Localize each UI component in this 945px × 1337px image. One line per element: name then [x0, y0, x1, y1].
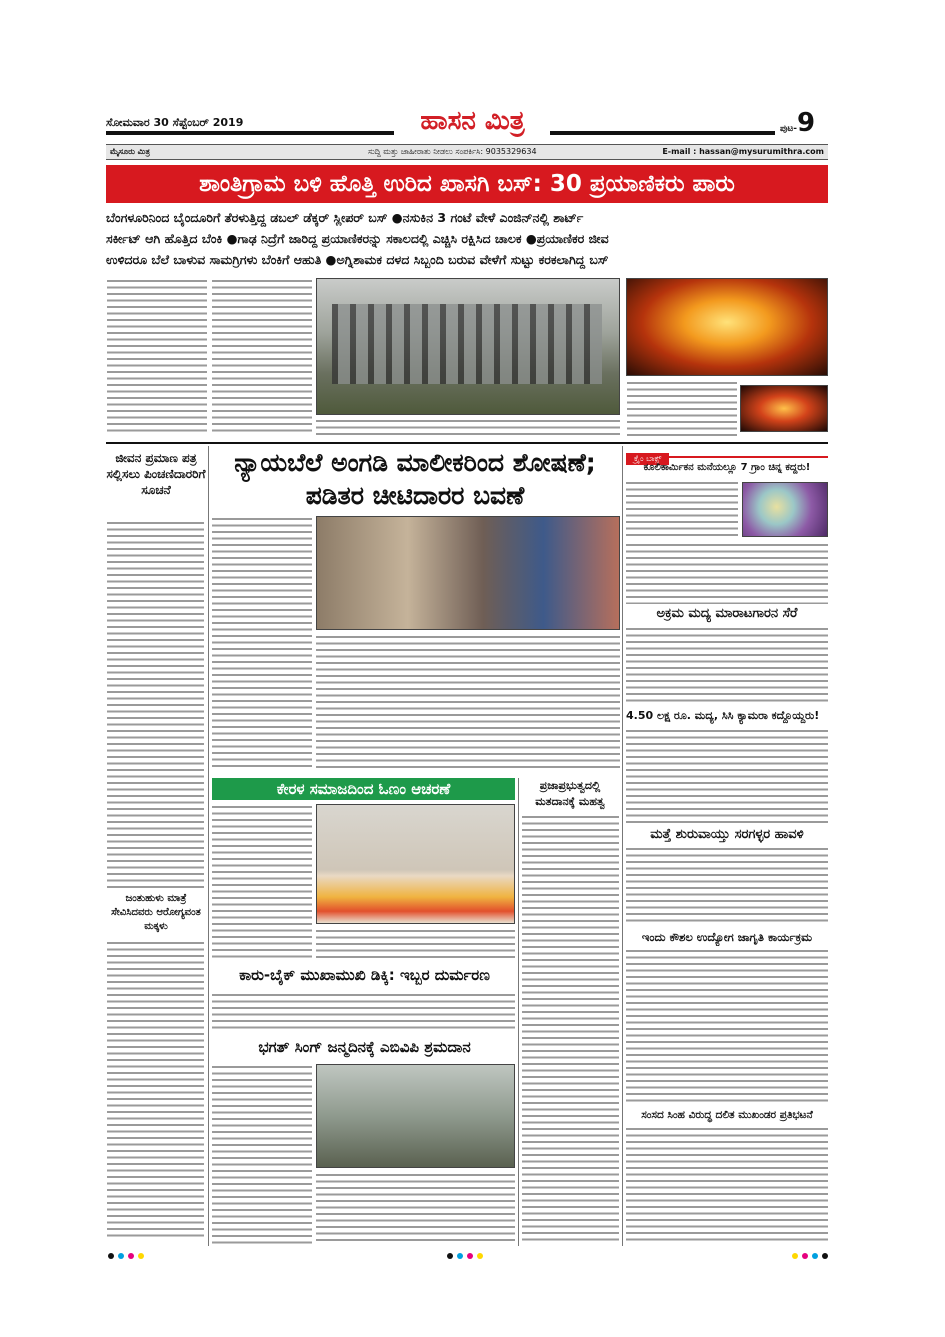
page-number — [780, 108, 815, 138]
liquor-headline: ಅಕ್ರಮ ಮದ್ಯ ಮಾರಾಟಗಾರನ ಸೆರೆ — [656, 606, 798, 621]
pension-body — [107, 520, 204, 888]
gold-headline: ಕೂಲಿಕಾರ್ಮಿಕನ ಮನೆಯಲ್ಲೂ 7 ಗ್ರಾಂ ಚಿನ್ನ ಕದ್ದರು! — [643, 462, 811, 473]
burnt-bus-photo — [316, 278, 620, 415]
deworm-body — [107, 940, 204, 1240]
deworm-headline: ಜಂತುಹುಳು ಮಾತ್ರೆ ಸೇವಿಸಿದವರು ಆರೋಗ್ಯವಂತ ಮಕ್ಕಳು — [111, 893, 201, 932]
email[interactable]: E-mail : hassan@mysurumithra.com — [662, 147, 824, 156]
liquor-body — [626, 626, 828, 706]
fair-price-body — [212, 516, 312, 771]
color-registration-marks — [106, 1244, 146, 1263]
abvp-cleanup-photo — [316, 1064, 515, 1168]
divider — [106, 442, 828, 444]
sister-paper: ಮೈಸೂರು ಮಿತ್ರ — [110, 147, 150, 156]
photo-caption — [316, 418, 620, 438]
sub-bar — [106, 144, 828, 160]
divider — [518, 778, 519, 1246]
onam-photo — [316, 804, 515, 924]
subhead: ಉಳಿದರೂ ಬೆಲೆ ಬಾಳುವ ಸಾಮಗ್ರಿಗಳು ಬೆಂಕಿಗೆ ಆಹುತಿ ●ಅಗ್ನಿಶಾಮಕ ದಳದ ಸಿಬ್ಬಂದಿ ಬರುವ ವೇಳೆಗೆ ಸುಟ್ಟು ಕರಕಲಾಗಿದ್ದ ಬಸ್ — [106, 252, 609, 267]
voting-body — [522, 814, 619, 1244]
lead-subheads — [106, 207, 828, 270]
accident-body — [212, 992, 515, 1030]
fair-price-headline: ನ್ಯಾಯಬೆಲೆ ಅಂಗಡಿ ಮಾಲೀಕರಿಂದ ಶೋಷಣೆ; ಪಡಿತರ ಚೀಟಿದಾರರ ಬವಣೆ — [234, 448, 596, 510]
bhagat-headline: ಭಗತ್ ಸಿಂಗ್ ಜನ್ಮದಿನಕ್ಕೆ ಎಬಿವಿಪಿ ಶ್ರಮದಾನ — [258, 1038, 471, 1056]
color-registration-marks — [445, 1244, 485, 1263]
rule-right — [550, 131, 775, 135]
cctv-body — [626, 728, 828, 824]
skill-headline: ಇಂದು ಕೌಶಲ ಉದ್ಯೋಗ ಜಾಗೃತಿ ಕಾರ್ಯಕ್ರಮ — [641, 930, 813, 944]
divider — [208, 446, 209, 1246]
onam-body — [212, 804, 312, 959]
onam-headline: ಕೇರಳ ಸಮಾಜದಿಂದ ಓಣಂ ಆಚರಣೆ — [212, 778, 515, 800]
masthead: ಹಾಸನ ಮಿತ್ರ — [420, 106, 525, 136]
fire-photo — [626, 278, 828, 376]
pension-headline: ಜೀವನ ಪ್ರಮಾಣ ಪತ್ರ ಸಲ್ಲಿಸಲು ಪಿಂಚಣಿದಾರರಿಗೆ ಸೂಚನೆ — [106, 451, 206, 497]
thief-cartoon — [742, 482, 828, 537]
protest-headline: ಸಂಸದ ಸಿಂಹ ವಿರುದ್ಧ ದಲಿತ ಮುಖಂಡರ ಪ್ರತಿಭಟನೆ — [641, 1109, 813, 1121]
skill-body — [626, 948, 828, 1104]
lead-body-col2 — [212, 278, 312, 436]
ration-protest-photo — [316, 516, 620, 630]
contact-info: ಸುದ್ದಿ ಮತ್ತು ಜಾಹೀರಾತು ನೀಡಲು ಸಂಪರ್ಕಿಸಿ: 9035329634 — [368, 147, 537, 156]
subhead: ಬೆಂಗಳೂರಿನಿಂದ ಬೈಂದೂರಿಗೆ ತೆರಳುತ್ತಿದ್ದ ಡಬಲ್ ಡೆಕ್ಕರ್ ಸ್ಲೀಪರ್ ಬಸ್ ●ನಸುಕಿನ 3 ಗಂಟೆ ವೇಳೆ ಎಂಜಿನ್‌ನಲ್ಲಿ ಶಾರ್ಟ್ — [106, 210, 584, 225]
divider — [622, 446, 623, 1246]
lead-headline: ಶಾಂತಿಗ್ರಾಮ ಬಳಿ ಹೊತ್ತಿ ಉರಿದ ಖಾಸಗಿ ಬಸ್: 30 ಪ್ರಯಾಣಿಕರು ಪಾರು — [106, 165, 828, 203]
onam-caption — [316, 928, 515, 958]
voting-headline: ಪ್ರಜಾಪ್ರಭುತ್ವದಲ್ಲಿ ಮತದಾನಕ್ಕೆ ಮಹತ್ವ — [535, 779, 605, 808]
rule-left — [106, 131, 394, 135]
accident-headline: ಕಾರು-ಬೈಕ್ ಮುಖಾಮುಖಿ ಡಿಕ್ಕಿ: ಇಬ್ಬರ ದುರ್ಮರಣ — [239, 966, 490, 984]
color-registration-marks — [790, 1244, 830, 1263]
bhagat-body — [212, 1064, 312, 1244]
subhead: ಸರ್ಕೀಟ್ ಆಗಿ ಹೊತ್ತಿದ ಬೆಂಕಿ ●ಗಾಢ ನಿದ್ರೆಗೆ ಜಾರಿದ್ದ ಪ್ರಯಾಣಿಕರನ್ನು ಸಕಾಲದಲ್ಲಿ ಎಚ್ಚಿಸಿ ರಕ್ಷಿಸಿದ ಚಾಲಕ ●ಪ್ರಯಾಣಿಕರ ಜೀವ — [106, 231, 609, 246]
chain-snatching-headline: ಮತ್ತೆ ಶುರುವಾಯ್ತು ಸರಗಳ್ಳರ ಹಾವಳಿ — [650, 827, 804, 842]
chain-body — [626, 846, 828, 926]
lead-body-col1 — [107, 278, 207, 436]
bhagat-body-2 — [316, 1172, 515, 1244]
cctv-headline: 4.50 ಲಕ್ಷ ರೂ. ಮದ್ಯ, ಸಿಸಿ ಕ್ಯಾಮರಾ ಕದ್ದೊಯ್ದರು! — [626, 709, 820, 722]
crime-box-label: ಕ್ರೈಂ ಬಾಕ್ಸ್ — [626, 453, 669, 465]
protest-body — [626, 1126, 828, 1244]
fair-price-body-2 — [316, 634, 620, 771]
gold-body-2 — [626, 542, 828, 604]
date: ಸೋಮವಾರ 30 ಸೆಪ್ಟೆಂಬರ್ 2019 — [106, 116, 244, 129]
crime-box-tab — [626, 446, 828, 463]
gold-body — [626, 480, 738, 540]
page-label: ಪುಟ- — [780, 124, 797, 134]
page-number-value: 9 — [796, 108, 816, 138]
fire-caption — [627, 380, 737, 438]
fire-photo-small — [740, 385, 828, 432]
